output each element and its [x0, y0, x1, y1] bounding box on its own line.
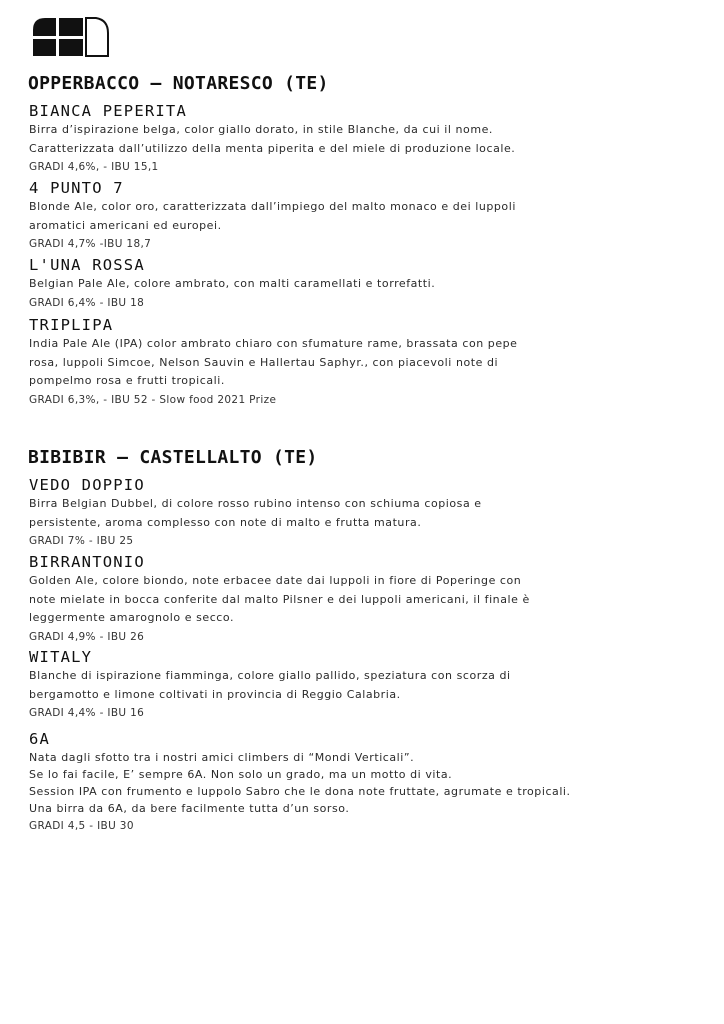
description-line: Birra d’ispirazione belga, color giallo dorato, in stile Blanche, da cui il nome. — [29, 123, 493, 136]
beer-name: 6A — [29, 730, 51, 748]
description-line: Belgian Pale Ale, colore ambrato, con malti caramellati e torrefatti. — [29, 277, 436, 290]
description-line: Birra Belgian Dubbel, di colore rosso rubino intenso con schiuma copiosa e — [29, 497, 482, 510]
description-line: Golden Ale, colore biondo, note erbacee date dai luppoli in fiore di Poperinge con — [29, 574, 522, 587]
description-line: Blonde Ale, color oro, caratterizzata dall’impiego del malto monaco e dei luppoli — [29, 200, 516, 213]
beer-name: L'UNA ROSSA — [29, 256, 145, 274]
beer-item-luna-rossa — [29, 256, 589, 312]
beer-item-witaly — [29, 648, 589, 723]
description-line: bergamotto e limone coltivati in provincia di Reggio Calabria. — [29, 687, 401, 701]
description-line: Una birra da 6A, da bere facilmente tutta d’un sorso. — [29, 802, 350, 815]
beer-abv-ibu: GRADI 4,9% - IBU 26 — [29, 630, 145, 643]
beer-description — [29, 275, 589, 294]
description-line: note mielate in bocca conferite dal malto Pilsner e dei luppoli americani, il finale è — [29, 592, 530, 606]
beer-description — [29, 572, 589, 628]
beer-description — [29, 121, 589, 158]
beer-item-vedo-doppio — [29, 476, 589, 551]
description-line: rosa, luppoli Simcoe, Nelson Sauvin e Hallertau Saphyr., con piacevoli note di — [29, 355, 499, 369]
description-line: Caratterizzata dall’utilizzo della menta piperita e del miele di produzione locale. — [29, 141, 516, 155]
description-line: Blanche di ispirazione fiamminga, colore giallo pallido, speziatura con scorza di — [29, 669, 511, 682]
beer-item-6a — [29, 730, 589, 836]
beer-abv-ibu: GRADI 4,5 - IBU 30 — [29, 820, 134, 832]
description-line: India Pale Ale (IPA) color ambrato chiaro con sfumature rame, brassata con pepe — [29, 337, 518, 350]
beer-abv-ibu: GRADI 6,3%, - IBU 52 - Slow food 2021 Prize — [29, 393, 277, 406]
brewery-title: BIBIBIR – CASTELLALTO (TE) — [28, 447, 318, 468]
beer-description — [29, 495, 589, 532]
beer-abv-ibu: GRADI 4,7% -IBU 18,7 — [29, 238, 152, 250]
beer-description — [29, 749, 589, 817]
beer-item-birrantonio — [29, 553, 589, 646]
brewery-window-logo-icon — [32, 17, 110, 57]
description-line: Session IPA con frumento e luppolo Sabro che le dona note fruttate, agrumate e tropicali. — [29, 785, 571, 798]
beer-description — [29, 667, 589, 704]
description-line: leggermente amarognolo e secco. — [29, 611, 235, 624]
brewery-title: OPPERBACCO – NOTARESCO (TE) — [28, 73, 329, 94]
description-line: Se lo fai facile, E’ sempre 6A. Non solo un grado, ma un motto di vita. — [29, 768, 453, 781]
description-line: pompelmo rosa e frutti tropicali. — [29, 374, 225, 387]
description-line: persistente, aroma complesso con note di malto e frutta matura. — [29, 515, 422, 529]
beer-name: TRIPLIPA — [29, 316, 114, 334]
beer-item-4-punto-7 — [29, 179, 589, 254]
beer-name: VEDO DOPPIO — [29, 476, 145, 494]
beer-name: WITALY — [29, 648, 93, 666]
beer-abv-ibu: GRADI 6,4% - IBU 18 — [29, 296, 145, 309]
beer-description — [29, 198, 589, 235]
beer-name: BIRRANTONIO — [29, 553, 145, 571]
description-line: aromatici americani ed europei. — [29, 218, 222, 232]
beer-description — [29, 335, 589, 391]
beer-abv-ibu: GRADI 7% - IBU 25 — [29, 535, 134, 547]
description-line: Nata dagli sfotto tra i nostri amici climbers di “Mondi Verticali”. — [29, 751, 415, 764]
beer-item-bianca-peperita — [29, 102, 589, 177]
beer-item-triplipa — [29, 316, 589, 409]
beer-abv-ibu: GRADI 4,6%, - IBU 15,1 — [29, 161, 159, 173]
beer-abv-ibu: GRADI 4,4% - IBU 16 — [29, 707, 145, 719]
beer-name: BIANCA PEPERITA — [29, 102, 187, 120]
beer-name: 4 PUNTO 7 — [29, 179, 124, 197]
